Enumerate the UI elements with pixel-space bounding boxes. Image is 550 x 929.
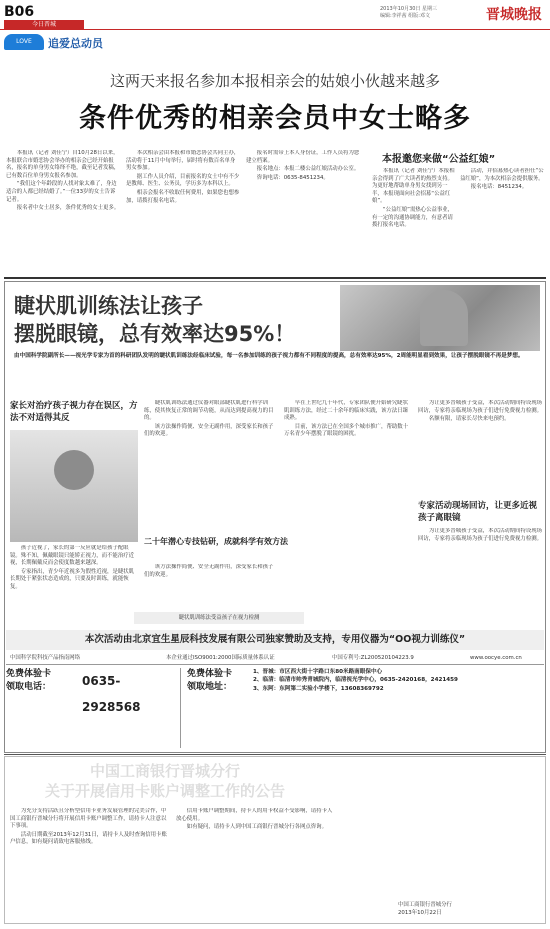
certification-strip [6, 652, 544, 665]
section-divider [4, 754, 546, 755]
child-figure [420, 290, 468, 346]
notice2-title-2: 关于开展信用卡账户调整工作的公告 [44, 782, 285, 800]
paragraph: 咨询电话：0635-8451234。 [256, 174, 329, 181]
coupon-box [180, 668, 544, 748]
hotline-box [6, 668, 178, 748]
sponsor-headline-2: 摆脱眼镜，总有效率达95%！ [14, 322, 296, 346]
coupon-addresses [253, 668, 543, 693]
paragraph: 为充分支持活跃且分析型信用卡业务发展管理的完美合作，中国工商银行晋城分行将开展信用卡账户调整工作，请持卡人注意以下事项。 [10, 808, 167, 830]
section-label: 今日晋城 [4, 20, 84, 29]
sponsor-column-4b [418, 528, 544, 626]
subheading-3: 专家活动现场回访，让更多近视孩子离眼镜 [418, 501, 538, 523]
coupon-label-1: 免费体验卡 [187, 669, 233, 679]
sponsor-lead: 由中国科学院副所长——视光学专家为首的科研团队发明的睫状肌训练法经临床试验，每一名参加训练的孩子视力都有不同程度的提高，总有效率达95%，2周能明显看到效果，让孩子摆脱眼镜不再是梦想。 [14, 353, 524, 359]
hotline-label-1: 免费体验卡 [6, 669, 52, 679]
paragraph: 本报讯（记者 刘佳宁）自10月28日以来，本报联合市婚恋协会举办的相亲会已经开始报名，报名的单身男女络绎不绝，截至记者发稿，已有数百位单身男女报名参加。 [6, 150, 120, 179]
sponsor-column-3 [284, 400, 412, 626]
coupon-label [187, 668, 232, 694]
notice2-column-1 [10, 808, 170, 920]
subheading-2: 二十年潜心专技钻研，成就科学有效方法 [144, 537, 288, 546]
issue-date: 2013年10月30日 星期三 [380, 6, 438, 12]
notice2-column-2 [176, 808, 336, 920]
paragraph: 如有疑问，请持卡人到中国工商银行晋城分行各网点咨询。 [186, 824, 327, 831]
editor-line: 编辑:李祥茜 组版:邓文 [380, 13, 430, 19]
header-rule [0, 29, 550, 30]
sponsor-column-2b [144, 564, 278, 610]
issue-meta [380, 6, 437, 20]
article-column-2 [126, 150, 240, 275]
page-number: B06 [4, 4, 35, 20]
paragraph: 目前，该方法已在全国多个城市推广，帮助数十万名青少年摆脱了眼镜的困扰。 [284, 423, 409, 438]
paragraph: 相亲会报名不收取任何费用，如果您也想参加，请拨打报名电话。 [126, 189, 240, 204]
hotline-number: 0635-2928568 [82, 674, 141, 714]
sponsor-column-4 [418, 400, 544, 496]
sponsor-headline-1: 睫状肌训练法让孩子 [14, 294, 203, 318]
notice2-title-1: 中国工商银行晋城分行 [89, 762, 240, 780]
cert-right: 中国专利号:ZL200520104223.9 [332, 655, 414, 661]
notice2-signature: 中国工商银行晋城分行 [398, 902, 452, 908]
notice-column-2 [460, 168, 544, 274]
cert-middle: 本企业通过ISO9001:2000国际质量体系认证 [166, 655, 275, 661]
hotline-label-2: 领取电话： [6, 682, 52, 692]
paragraph: “公益红娘”需热心公益事业，有一定的沟通协调能力，有意者请拨打报名电话。 [372, 206, 454, 229]
paragraph: 活动，并招募热心读者担任“公益红娘”，为本次相亲会提供服务。 [460, 168, 544, 182]
paragraph: 报名地点：本报二楼公益红娘活动办公室。 [256, 166, 360, 173]
article-kicker: 这两天来报名参加本报相亲会的姑娘小伙越来越多 [109, 72, 440, 90]
paragraph: 据工作人员介绍，目前报名的女士中有不少是教师、医生、公务员，学历多为本科以上。 [126, 173, 240, 188]
section-divider [4, 277, 546, 279]
article-headline: 条件优秀的相亲会员中女士略多 [79, 103, 471, 134]
sponsor-banner: 本次活动由北京宜生星辰科技发展有限公司独家赞助及支持，专用仪器为“OO视力训练仪” [6, 630, 544, 650]
paragraph: 早在上世纪九十年代，专家团队便开始研究睫状肌训练方法，经过二十余年的临床实践，该方法日臻成熟。 [284, 400, 409, 422]
paragraph: 睫状肌训练法通过仪器对眼部睫状肌进行科学训练，使其恢复正常的调节功能，从而达到提高视力的目的。 [144, 400, 274, 422]
paragraph: 报名电话：8451234。 [470, 184, 528, 191]
address-1: 1、晋城：市区西大街十字路口东80米路南眼保中心 [253, 669, 383, 675]
sponsor-column-1 [10, 545, 138, 625]
address-2: 2、临清：临清市帅秀青城院内，临清视光学中心，0635-2420168，2421459 [253, 677, 458, 684]
paragraph: 活动日期截至2013年12月31日，请持卡人及时查询信用卡账户信息，如有疑问请致电客服热线。 [10, 831, 167, 846]
paragraph: 名额有限，请家长尽快来电预约。 [428, 416, 510, 423]
paragraph: 为让更多晋城孩子受益，本次活动期间特设现场回访，专家将亲临现场为孩子们进行免费视力检测。 [418, 528, 543, 542]
paragraph: 该方法操作简便、安全无副作用，深受家长和孩子们的欢迎。 [144, 564, 274, 578]
paragraph: 为让更多晋城孩子受益，本次活动期间特设现场回访，专家将亲临现场为孩子们进行免费视力检测。 [418, 400, 543, 414]
cert-left: 中国科学院科技产品指南网络 [10, 655, 81, 661]
paper-logo: 晋城晚报 [486, 7, 542, 23]
paragraph: 本报讯（记者 刘佳宁）本报相亲会得到了广大读者的热烈支持。为更好地帮助单身男女找到另一半，本报现面向社会招募“公益红娘”。 [372, 168, 455, 205]
paragraph: 信用卡账户调整期间，持卡人的用卡权益不受影响，请持卡人放心使用。 [176, 808, 333, 822]
notice2-date: 2013年10月22日 [398, 910, 442, 916]
paragraph: 孩子近视了，家长的第一反应就是给孩子配眼镜。殊不知，佩戴眼镜只能矫正视力，而不能治疗近视，长期佩戴反而会使度数越来越深。 [10, 545, 134, 567]
address-3: 3、东阿：东阿第二实验小学楼下，13608369792 [253, 685, 384, 692]
sponsor-column-2 [144, 400, 278, 532]
paragraph: 专家指出，青少年近视多为假性近视，是睫状肌长期处于紧张状态造成的，只要及时训练，就能恢复。 [10, 568, 135, 590]
photo-caption: 睫状肌训练法受益孩子在视力检测 [134, 612, 304, 624]
subheading-1: 家长对治疗孩子视力存在误区，方法不对适得其反 [10, 401, 138, 423]
paragraph: 报名时需带上本人身份证，工作人员将为您建立档案。 [246, 150, 360, 164]
paragraph: 本次相亲会由本报和市婚恋协会共同主办，活动将于11月中旬举行，届时将有数百名单身男女参加。 [126, 150, 240, 172]
notice-title: 本报邀您来做“公益红娘” [382, 154, 496, 165]
coupon-label-2: 领取地址： [187, 682, 233, 692]
love-heart-icon: LOVE [4, 34, 44, 50]
article-column-3 [246, 150, 360, 262]
cert-url: www.oocye.com.cn [470, 655, 522, 661]
paragraph: 该方法操作简便、安全无副作用，深受家长和孩子们的欢迎。 [144, 423, 274, 438]
illustration-image [10, 430, 138, 542]
article-column-1 [6, 150, 120, 275]
column-title: 追爱总动员 [48, 37, 103, 50]
paragraph: “我们这个年龄段的人找对象太难了，身边适合的人都已经结婚了。”一位33岁的女士告诉记者。 [6, 181, 117, 203]
notice-column-1 [372, 168, 456, 274]
paragraph: 报名者中女士居多，条件优秀的女士更多。 [16, 205, 120, 212]
